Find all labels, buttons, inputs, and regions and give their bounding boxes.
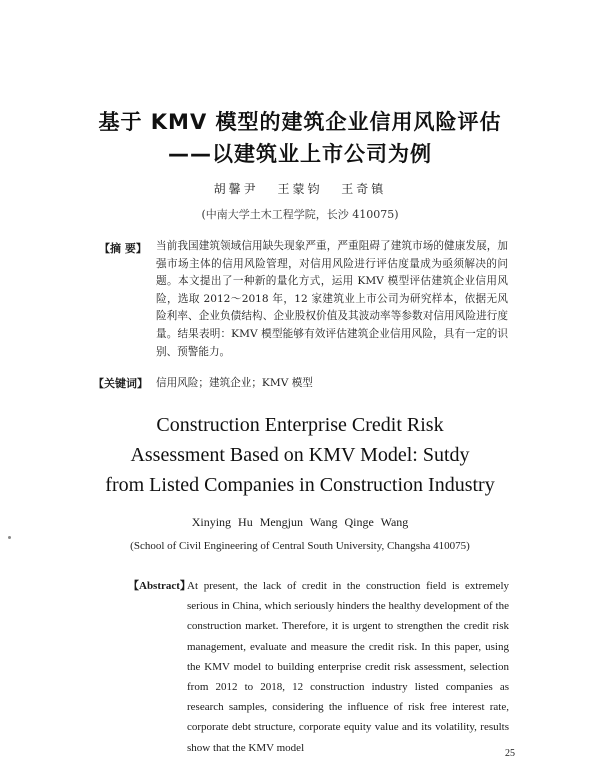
abstract-en-label: 【Abstract】 [128,580,191,592]
authors-cn: 胡馨尹 王蒙钧 王奇镇 [213,182,387,196]
title-en-line2: Assessment Based on KMV Model: Sutdy [130,444,470,466]
scan-speck-decoration [8,536,11,539]
title-en-line1: Construction Enterprise Credit Risk [156,414,444,436]
title-en-line3: from Listed Companies in Construction Industry [105,474,495,496]
abstract-cn-text: 当前我国建筑领域信用缺失现象严重，严重阻碍了建筑市场的健康发展，加强市场主体的信用风险管理，对信用风险进行评估度量成为亟须解决的问题。本文提出了一种新的量化方式，运用 KMV 模型评估建筑企业信用风险，选取 2012～2018 年，12 家建筑业上市公司为研究样本，依据无风险利率、企业负债结构、企业股权价值及其波动率等参数对信用风险进行度量。结果表明：KMV 模型能够有效评估建筑企业信用风险，具有一定的识别、预警能力。 [156,240,508,358]
affiliation-en: (School of Civil Engineering of Central South University, Changsha 410075) [130,540,470,552]
abstract-en-text: At present, the lack of credit in the construction field is extremely serious in China, which seriously hinders the healthy development of the construction market. Therefore, it is urgent to strengthen the credit risk management, evaluate and measure the credit risk. In this paper, using the KMV model to building enterprise credit risk assessment, selection from 2012 to 2018, 12 construction industry listed companies as research samples, considering the influence of risk free interest rate, corporate debt structure, corporate equity value and its volatility, results show that the KMV model [187,580,509,754]
authors-en: Xinying Hu Mengjun Wang Qinge Wang [191,515,409,529]
title-cn-line2: ——以建筑业上市公司为例 [168,142,432,166]
affiliation-cn: (中南大学土木工程学院，长沙 410075) [201,208,399,221]
title-cn-line1: 基于 KMV 模型的建筑企业信用风险评估 [98,110,502,134]
keywords-cn-text: 信用风险；建筑企业；KMV 模型 [156,377,313,389]
abstract-cn-label: 【摘 要】 [99,242,147,255]
keywords-cn-label: 【关键词】 [93,377,148,390]
page-number: 25 [505,748,515,759]
